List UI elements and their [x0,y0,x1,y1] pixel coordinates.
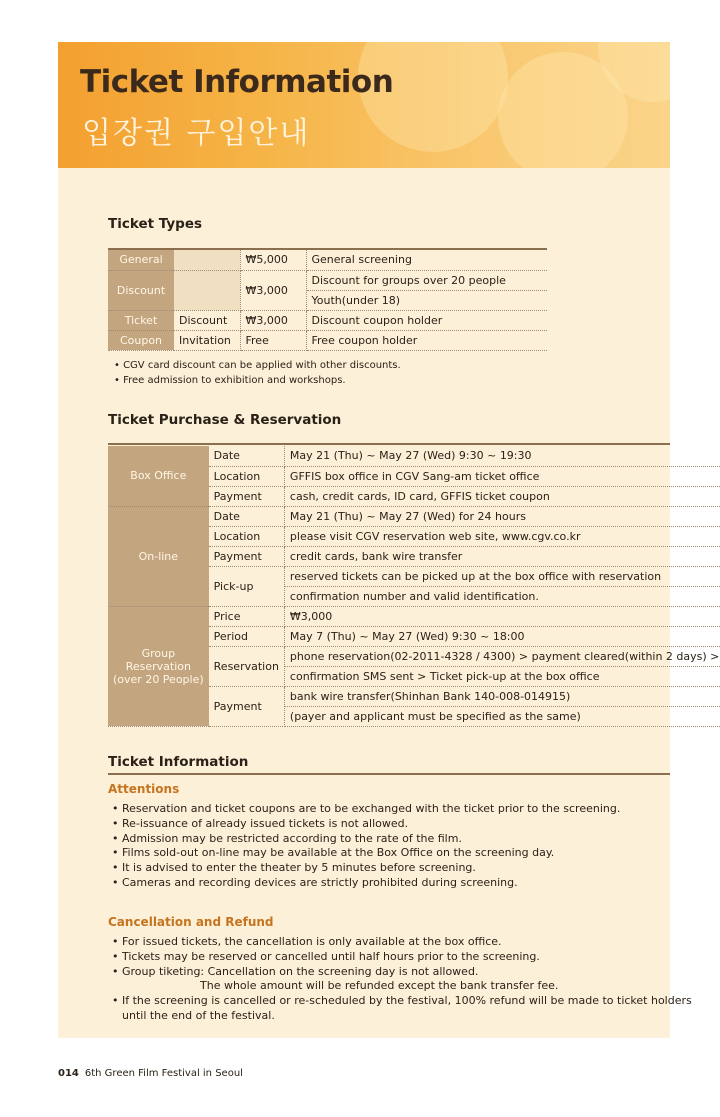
list-item: • For issued tickets, the cancellation is only available at the box office. [112,935,692,950]
row-key: Price [209,606,285,626]
category-cell: Discount [108,270,174,310]
subcategory-cell [174,250,240,270]
subcategory-cell [174,270,240,310]
row-key: Payment [209,546,285,566]
purchase-rule [108,443,670,445]
list-item-continued: The whole amount will be refunded except the bank transfer fee. [200,979,559,993]
row-key: Payment [209,686,285,726]
price-cell: ₩5,000 [240,250,306,270]
category-cell: Coupon [108,330,174,350]
table-row [108,270,547,290]
group-label-line: Group [141,646,176,660]
list-item: • Group tiketing: Cancellation on the screening day is not allowed. [112,965,692,980]
row-key: Payment [209,486,285,506]
row-key: Location [209,466,285,486]
description-cell: Discount coupon holder [306,310,547,330]
list-item-continued: until the end of the festival. [122,1008,275,1022]
description-cell: Discount for groups over 20 people [306,270,547,290]
group-label-line: Reservation [125,659,191,673]
group-label [108,606,209,726]
purchase-heading: Ticket Purchase & Reservation [108,412,342,428]
box-office-label: Box Office [108,446,209,506]
row-value: May 21 (Thu) ~ May 27 (Wed) 9:30 ~ 19:30 [284,446,720,466]
info-rule [108,773,670,775]
subcategory-cell: Invitation [174,330,240,350]
online-label: On-line [108,506,209,606]
row-key: Date [209,446,285,466]
subcategory-cell: Discount [174,310,240,330]
category-cell: General [108,250,174,270]
row-value: May 21 (Thu) ~ May 27 (Wed) for 24 hours [284,506,720,526]
price-cell: Free [240,330,306,350]
list-item: • Reservation and ticket coupons are to be exchanged with the ticket prior to the screening. [112,802,620,817]
purchase-table [108,446,720,727]
price-cell: ₩3,000 [240,310,306,330]
row-value: cash, credit cards, ID card, GFFIS ticket coupon [284,486,720,506]
table-row [108,506,720,526]
header-banner [58,42,670,168]
table-row [108,606,720,626]
footer-text: 6th Green Film Festival in Seoul [84,1068,243,1079]
row-key: Period [209,626,285,646]
group-label-line: (over 20 People) [113,672,204,686]
row-value: ₩3,000 [284,606,720,626]
row-value-continued: confirmation SMS sent > Ticket pick-up at the box office [284,666,720,686]
row-value-continued: confirmation number and valid identification. [284,586,720,606]
row-value: reserved tickets can be picked up at the box office with reservation [284,566,720,586]
page-title: Ticket Information [80,64,394,100]
table-row [108,330,547,350]
list-item: • If the screening is cancelled or re-scheduled by the festival, 100% refund will be made to ticket holders [112,994,692,1009]
row-value: phone reservation(02-2011-4328 / 4300) > payment cleared(within 2 days) > [284,646,720,666]
list-item: • Admission may be restricted according to the rate of the film. [112,832,620,847]
ticket-types-table [108,250,547,351]
description-cell: General screening [306,250,547,270]
table-row [108,310,547,330]
list-item: • It is advised to enter the theater by 5 minutes before screening. [112,861,620,876]
table-row [108,250,547,270]
list-item: • Films sold-out on-line may be available at the Box Office on the screening day. [112,846,620,861]
row-value: credit cards, bank wire transfer [284,546,720,566]
description-cell: Youth(under 18) [306,290,547,310]
list-item: • Re-issuance of already issued tickets is not allowed. [112,817,620,832]
row-value: bank wire transfer(Shinhan Bank 140-008-014915) [284,686,720,706]
row-key: Pick-up [209,566,285,606]
cancellation-list [112,935,692,1024]
row-value-continued: (payer and applicant must be specified as the same) [284,706,720,726]
page-footer [58,1068,243,1079]
row-key: Date [209,506,285,526]
row-value: GFFIS box office in CGV Sang-am ticket office [284,466,720,486]
ticket-types-notes [114,358,401,388]
note-line: • Free admission to exhibition and workshops. [114,375,346,386]
cancellation-heading: Cancellation and Refund [108,915,274,929]
list-item: • Cameras and recording devices are strictly prohibited during screening. [112,876,620,891]
row-value: please visit CGV reservation web site, www.cgv.co.kr [284,526,720,546]
ticket-types-heading: Ticket Types [108,216,203,232]
note-line: • CGV card discount can be applied with other discounts. [114,360,401,371]
category-cell: Ticket [108,310,174,330]
description-cell: Free coupon holder [306,330,547,350]
table-row [108,446,720,466]
page-number: 014 [58,1068,79,1079]
row-key: Reservation [209,646,285,686]
list-item: • Tickets may be reserved or cancelled until half hours prior to the screening. [112,950,692,965]
price-cell: ₩3,000 [240,270,306,310]
row-key: Location [209,526,285,546]
info-heading: Ticket Information [108,754,249,770]
attentions-heading: Attentions [108,782,180,796]
attentions-list [112,802,620,891]
page-subtitle-korean: 입장권 구입안내 [82,116,311,151]
row-value: May 7 (Thu) ~ May 27 (Wed) 9:30 ~ 18:00 [284,626,720,646]
